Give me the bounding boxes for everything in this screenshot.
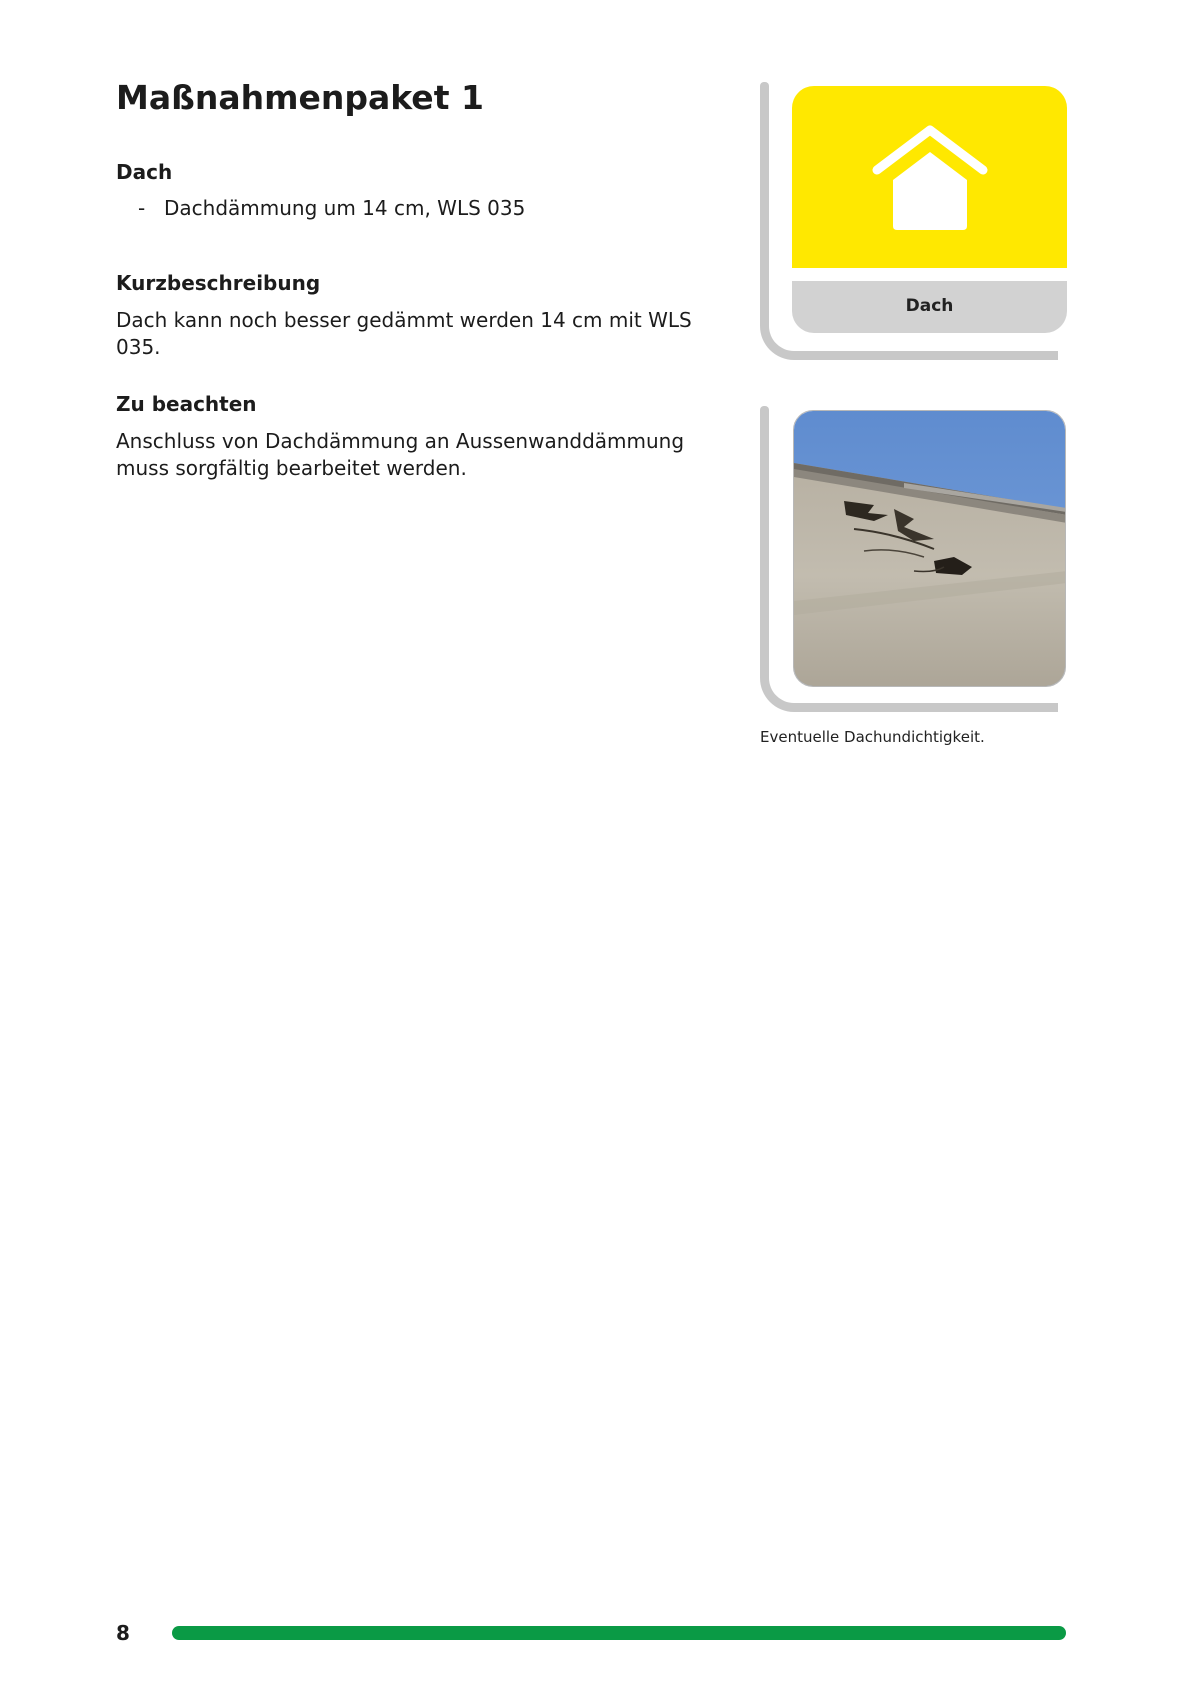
- section-heading-kurzbeschreibung: Kurzbeschreibung: [116, 271, 321, 295]
- photo-card-frame: [760, 410, 1058, 712]
- list-item: [138, 196, 525, 220]
- footer-bar: [172, 1626, 1066, 1640]
- category-icon-tile: [792, 86, 1067, 268]
- page-title: Maßnahmenpaket 1: [116, 78, 484, 117]
- section-heading-zu-beachten: Zu beachten: [116, 392, 257, 416]
- roof-damage-photo: [793, 410, 1066, 687]
- house-roof-icon: [871, 122, 989, 234]
- page-number: 8: [116, 1621, 130, 1645]
- list-item-text: Dachdämmung um 14 cm, WLS 035: [164, 196, 526, 220]
- photo-caption: Eventuelle Dachundichtigkeit.: [760, 728, 985, 746]
- section-heading-dach: Dach: [116, 160, 173, 184]
- bullet-marker: -: [138, 196, 146, 220]
- zu-beachten-text: Anschluss von Dachdämmung an Aussenwanddämmung muss sorgfältig bearbeitet werden.: [116, 429, 685, 480]
- category-label: Dach: [792, 281, 1067, 333]
- icon-card-frame: [760, 86, 1058, 360]
- kurzbeschreibung-text: Dach kann noch besser gedämmt werden 14 cm mit WLS 035.: [116, 308, 692, 359]
